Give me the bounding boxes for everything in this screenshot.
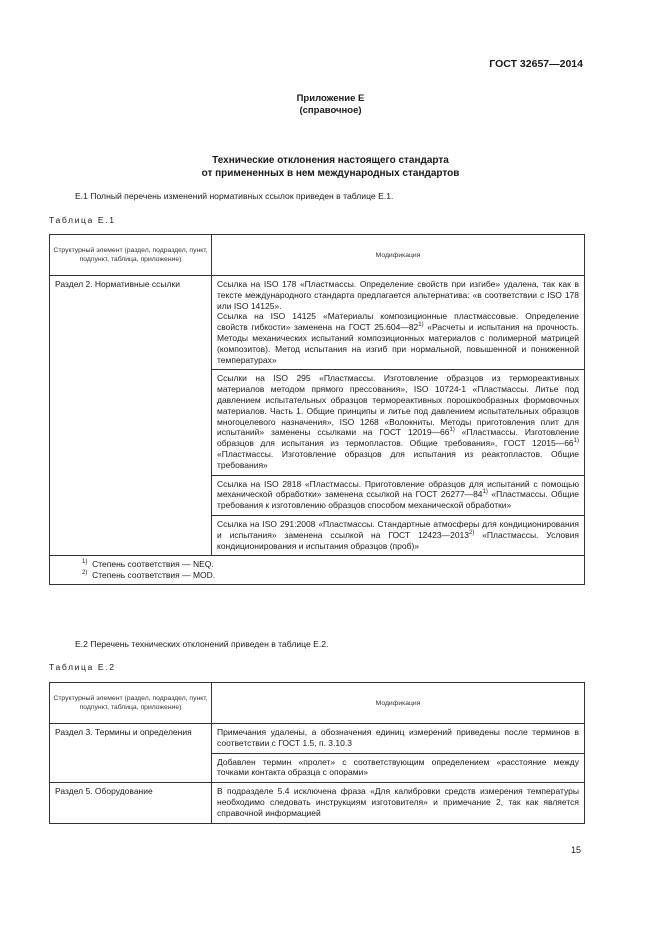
table-e1-mod-2a: Ссылки на ISO 295 «Пластмассы. Изготовление образцов из термореактивных материалов методом прямого прессования», ISO 10724-1 «Пластмассы. Литье под давлением испытательных образцов термореактивных порошкообразных формовочных материалов. Часть 1. Общие принципы и литье под давлением испытательных образцов многоцелевого назначения», ISO 1268 «Волокниты. Методы приготовления плит для испытаний» заменены ссылками на ГОСТ 12019—66 [217, 373, 579, 438]
table-e1-footnotes [50, 556, 585, 585]
paragraph-e1: Е.1 Полный перечень изменений нормативных ссылок приведен в таблице Е.1. [75, 191, 394, 201]
document-header: ГОСТ 32657—2014 [489, 58, 583, 70]
footnote-ref-1: 1) [418, 322, 424, 329]
table-e1-mod-4 [212, 515, 585, 555]
footnote-1-text: Степень соответствия — NEQ. [92, 559, 214, 570]
table-e1-mod-3b: «Пластмассы. Общие требования к изготовлению образцов способом механической обработки» [217, 489, 579, 511]
table-e1-mod-1b-wrap [217, 311, 579, 365]
table-e2-row1-mod1: Примечания удалены, а обозначения единиц измерений приведены после терминов в соответствии с ГОСТ 1.5, п. 3.10.3 [212, 724, 585, 754]
appendix-title: Приложение Е [296, 93, 365, 104]
footnote-ref-1: 1) [449, 427, 455, 434]
table-e1-mod-4a: Ссылка на ISO 291:2008 «Пластмассы. Стандартные атмосферы для кондиционирования и испытания» заменена ссылкой на ГОСТ 12423—2013 [217, 518, 579, 540]
table-e1-mod-1c: «Расчеты и испытания на прочность. Методы механических испытаний композиционных материалов с полимерной матрицей (композитов). Метод испытания на изгиб при нормальной, повышенной и пониженной температурах» [217, 322, 579, 365]
table-e2-row1-mod2: Добавлен термин «пролет» с соответствующим определением «расстояние между точками контакта образца с опорами» [212, 753, 585, 783]
table-e2 [49, 682, 585, 824]
table-e1-mod-4b: «Пластмассы. Условия кондиционирования и испытания образцов (проб)» [217, 529, 579, 551]
table-e1-mod-2 [212, 370, 585, 475]
table-e1-mod-1 [212, 276, 585, 370]
table-e2-row2-section: Раздел 5. Оборудование [50, 783, 212, 823]
table-e2-label: Таблица Е.2 [49, 662, 116, 672]
table-e1 [49, 234, 585, 585]
table-e1-label: Таблица Е.1 [49, 215, 116, 225]
footnote-1-marker: 1) [82, 559, 88, 566]
table-e1-mod-3 [212, 475, 585, 515]
main-title-line1: Технические отклонения настоящего стандарта [212, 155, 449, 166]
footnote-ref-1: 1) [573, 438, 579, 445]
table-e1-mod-2c: «Пластмассы. Изготовление образцов для испытания из реактопластов. Общие требования» [217, 448, 579, 470]
paragraph-e2: Е.2 Перечень технических отклонений приведен в таблице Е.2. [75, 639, 329, 649]
table-e2-row1-section: Раздел 3. Термины и определения [50, 724, 212, 783]
page-number: 15 [570, 845, 581, 855]
footnote-2-marker: 2) [82, 570, 88, 577]
table-e1-header-modification: Модификация [212, 235, 585, 276]
table-e2-header-element: Структурный элемент (раздел, подраздел, пункт, подпункт, таблица, приложение) [50, 683, 212, 724]
table-e1-mod-1b: Ссылка на ISO 14125 «Материалы композиционные пластмассовые. Определение свойств гибкости» заменена на ГОСТ 25.604—82 [217, 311, 579, 333]
table-e1-header-element: Структурный элемент (раздел, подраздел, пункт, подпункт, таблица, приложение) [50, 235, 212, 276]
table-e1-mod-2b: «Пластмассы. Изготовление образцов для испытания из термопластов. Общие требования», ГОСТ 12015—66 [217, 427, 579, 449]
footnote-1 [82, 559, 579, 570]
main-title-line2: от примененных в нем международных стандартов [201, 168, 460, 179]
table-e2-header-modification: Модификация [212, 683, 585, 724]
appendix-subtitle: (справочное) [299, 105, 362, 116]
footnote-2-text: Степень соответствия — MOD. [92, 570, 216, 581]
footnote-ref-1: 1) [482, 489, 488, 496]
footnote-ref-2: 2) [469, 529, 475, 536]
table-e1-section-cell: Раздел 2. Нормативные ссылки [50, 276, 212, 556]
footnote-2 [82, 570, 579, 581]
table-e1-mod-1a: Ссылка на ISO 178 «Пластмассы. Определение свойств при изгибе» удалена, так как в тексте международного стандарта предлагается альтернатива: «в соответствии с ISO 178 или ISO 14125». [217, 279, 579, 311]
table-e2-row2-mod: В подразделе 5.4 исключена фраза «Для калибровки средств измерения температуры необходимо следовать инструкциям изготовителя» и примечание 2, так как является справочной информацией [212, 783, 585, 823]
table-e1-mod-3a: Ссылка на ISO 2818 «Пластмассы. Приготовление образцов для испытаний с помощью механической обработки» заменена ссылкой на ГОСТ 26277—84 [217, 478, 579, 500]
